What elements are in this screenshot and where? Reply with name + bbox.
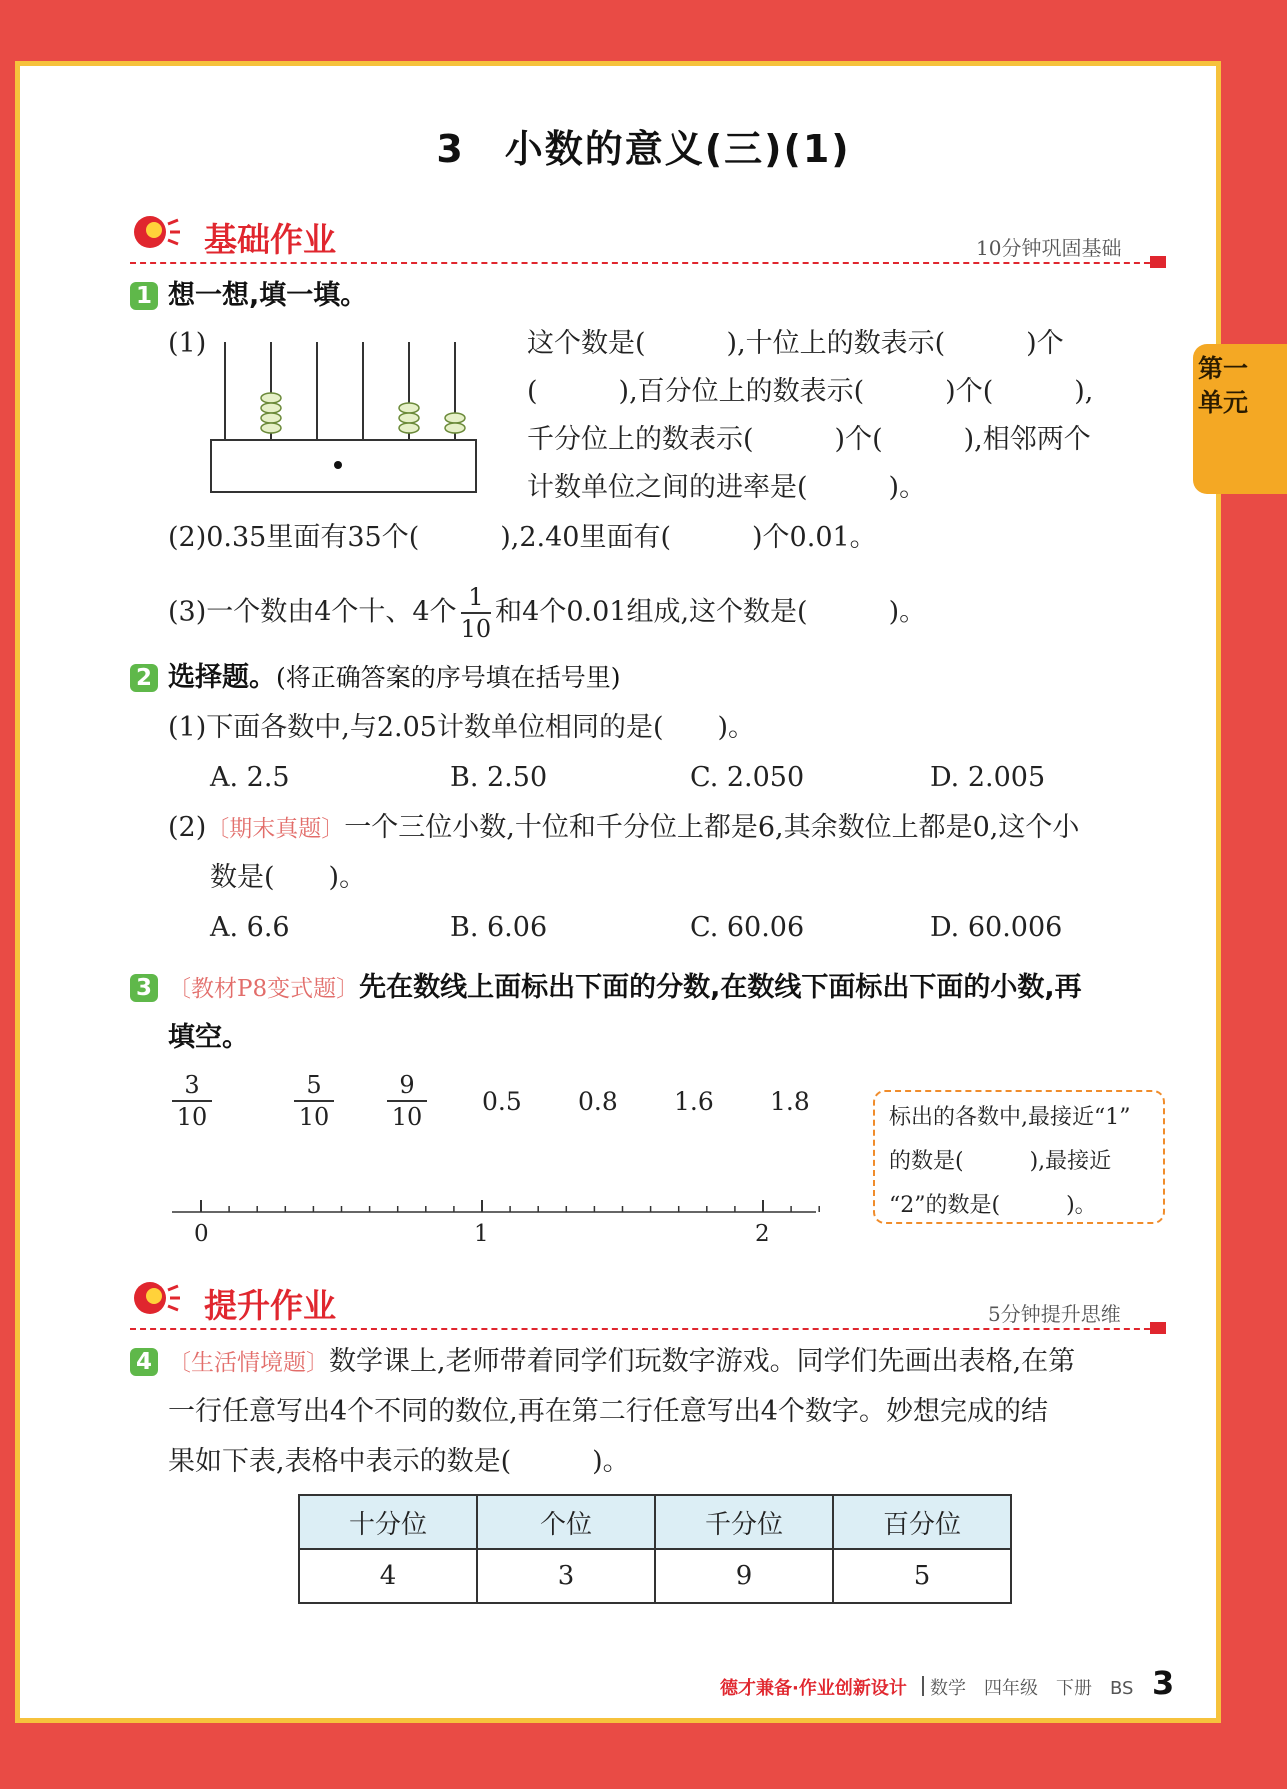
table-cell: 5 xyxy=(833,1549,1011,1603)
divider-end-mark xyxy=(1150,256,1166,268)
question-number: 3 xyxy=(130,974,158,1002)
bell-icon xyxy=(128,1272,180,1324)
place-value-table xyxy=(298,1494,1012,1604)
option-c: C. 60.06 xyxy=(690,912,805,943)
q1-3-text xyxy=(168,582,926,644)
hint-line: “2”的数是( )。 xyxy=(889,1193,1097,1218)
fraction: $\frac{3}{10}$ xyxy=(172,1070,212,1132)
number-line xyxy=(170,1196,820,1220)
page-title: 3 小数的意义(三)(1) xyxy=(436,127,851,171)
q1-1-line1: 这个数是( ),十位上的数表示( )个 xyxy=(527,328,1064,359)
section-divider xyxy=(130,1328,1160,1330)
table-cell: 9 xyxy=(655,1549,833,1603)
question-heading: 想一想,填一填。 xyxy=(168,280,368,311)
abacus-figure xyxy=(205,336,485,496)
option-c: C. 2.050 xyxy=(690,762,805,793)
footer-brand: 德才兼备·作业创新设计 xyxy=(720,1678,907,1699)
q4-line1: 〔生活情境题〕数学课上,老师带着同学们玩数字游戏。同学们先画出表格,在第 xyxy=(168,1346,1076,1377)
question-number: 1 xyxy=(130,282,158,310)
q1-1-line3: 千分位上的数表示( )个( ),相邻两个 xyxy=(527,424,1091,455)
divider-end-mark xyxy=(1150,1322,1166,1334)
q1-3-after: 和4个0.01组成,这个数是( )。 xyxy=(495,596,927,628)
tag-label: 〔教材P8变式题〕 xyxy=(168,976,360,1002)
table-header: 个位 xyxy=(477,1495,655,1549)
option-a: A. 2.5 xyxy=(210,762,290,793)
hint-line: 的数是( ),最接近 xyxy=(889,1149,1112,1174)
question-heading-2: 填空。 xyxy=(168,1022,249,1053)
sub-label: (1) xyxy=(168,328,207,359)
q1-3-before: (3)一个数由4个十、4个 xyxy=(168,596,457,628)
decimal-value: 1.8 xyxy=(770,1087,810,1116)
question-number: 2 xyxy=(130,664,158,692)
bell-icon xyxy=(128,206,180,258)
q1-1-line2: ( ),百分位上的数表示( )个( ), xyxy=(527,376,1094,407)
fraction: $\frac{5}{10}$ xyxy=(294,1070,334,1132)
decimal-value: 1.6 xyxy=(674,1087,714,1116)
option-d: D. 2.005 xyxy=(930,762,1046,793)
table-cell: 4 xyxy=(299,1549,477,1603)
fraction: $\frac{9}{10}$ xyxy=(387,1070,427,1132)
option-a: A. 6.6 xyxy=(210,912,290,943)
footer-info: 数学 四年级 下册 BS xyxy=(930,1678,1134,1699)
question-heading: 选择题。(将正确答案的序号填在括号里) xyxy=(168,662,621,693)
q4-line3: 果如下表,表格中表示的数是( )。 xyxy=(168,1446,630,1477)
section-time-basic: 10分钟巩固基础 xyxy=(976,236,1122,260)
axis-label-2: 2 xyxy=(755,1221,770,1247)
question-heading: 〔教材P8变式题〕先在数线上面标出下面的分数,在数线下面标出下面的小数,再 xyxy=(168,972,1082,1003)
option-d: D. 60.006 xyxy=(930,912,1063,943)
axis-label-1: 1 xyxy=(474,1221,489,1247)
q2-1-text: (1)下面各数中,与2.05计数单位相同的是( )。 xyxy=(168,712,756,743)
fraction: $\frac{1}{10}$ xyxy=(460,583,492,643)
decimal-value: 0.8 xyxy=(578,1087,618,1116)
q2-2-text: (2)〔期末真题〕一个三位小数,十位和千分位上都是6,其余数位上都是0,这个小 xyxy=(168,812,1080,843)
q4-line2: 一行任意写出4个不同的数位,再在第二行任意写出4个数字。妙想完成的结 xyxy=(168,1396,1048,1427)
section-divider xyxy=(130,262,1160,264)
axis-label-0: 0 xyxy=(194,1221,209,1247)
q1-1-line4: 计数单位之间的进率是( )。 xyxy=(527,472,927,503)
section-title-advanced: 提升作业 xyxy=(204,1286,336,1325)
table-header: 千分位 xyxy=(655,1495,833,1549)
page-number: 3 xyxy=(1152,1664,1175,1702)
q2-2-text2: 数是( )。 xyxy=(210,862,367,893)
section-time-advanced: 5分钟提升思维 xyxy=(988,1302,1121,1326)
tag-label: 〔期末真题〕 xyxy=(206,816,345,842)
table-header: 十分位 xyxy=(299,1495,477,1549)
tag-label: 〔生活情境题〕 xyxy=(168,1350,329,1376)
decimal-value: 0.5 xyxy=(482,1087,522,1116)
option-b: B. 6.06 xyxy=(450,912,548,943)
option-b: B. 2.50 xyxy=(450,762,548,793)
table-header: 百分位 xyxy=(833,1495,1011,1549)
hint-line: 标出的各数中,最接近“1” xyxy=(889,1105,1131,1130)
section-title-basic: 基础作业 xyxy=(204,220,336,259)
q1-2-text: (2)0.35里面有35个( ),2.40里面有( )个0.01。 xyxy=(168,522,877,553)
table-cell: 3 xyxy=(477,1549,655,1603)
footer-divider xyxy=(922,1676,924,1696)
hint-box xyxy=(873,1090,1165,1224)
question-number: 4 xyxy=(130,1348,158,1376)
unit-tab-label: 第一单元 xyxy=(1198,354,1249,417)
